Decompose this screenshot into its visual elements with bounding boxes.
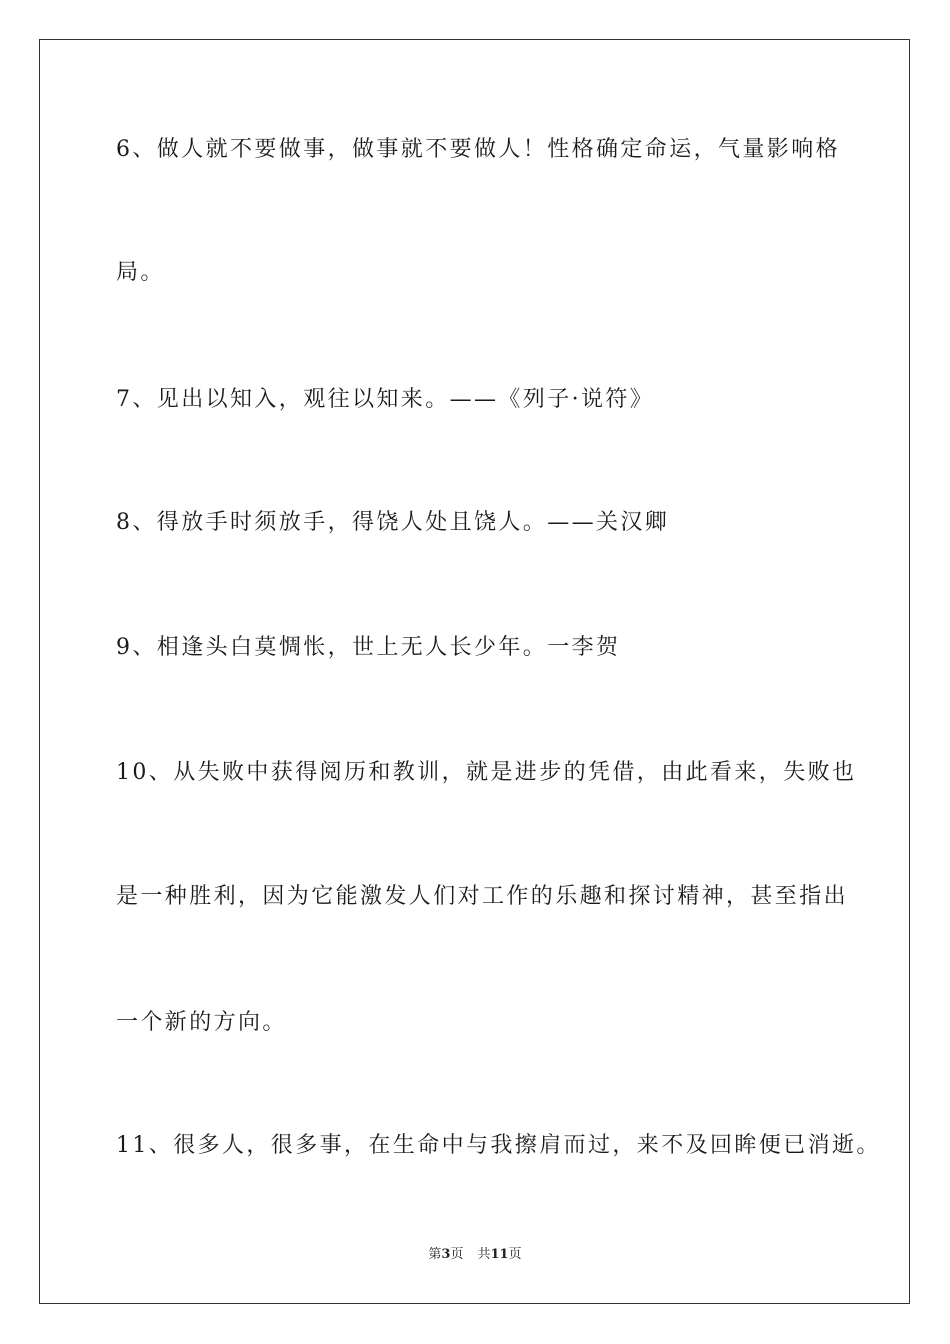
text-line-8: 8、得放手时须放手，得饶人处且饶人。——关汉卿 bbox=[116, 510, 670, 535]
text-line-6: 6、做人就不要做事，做事就不要做人！性格确定命运，气量影响格 bbox=[116, 137, 840, 162]
page-prefix: 第 bbox=[428, 1247, 442, 1262]
text-line-11: 11、很多人，很多事，在生命中与我擦肩而过，来不及回眸便已消逝。 bbox=[116, 1133, 881, 1158]
text-line-10-continued: 是一种胜利，因为它能激发人们对工作的乐趣和探讨精神，甚至指出 bbox=[116, 884, 849, 909]
total-pages: 11 bbox=[490, 1247, 509, 1262]
page-number: 3 bbox=[441, 1247, 451, 1262]
text-line-7: 7、见出以知入，观往以知来。——《列子·说符》 bbox=[116, 387, 655, 412]
page-footer bbox=[0, 1246, 950, 1264]
text-line-9: 9、相逢头白莫惆怅，世上无人长少年。一李贺 bbox=[116, 635, 621, 660]
text-line-10: 10、从失败中获得阅历和教训，就是进步的凭借，由此看来，失败也 bbox=[116, 760, 857, 785]
page-frame bbox=[39, 39, 910, 1304]
text-line-10-end: 一个新的方向。 bbox=[116, 1010, 287, 1035]
page-suffix: 页 bbox=[450, 1247, 464, 1262]
text-line-6-continued: 局。 bbox=[116, 260, 165, 285]
total-prefix: 共 bbox=[477, 1247, 491, 1262]
total-suffix: 页 bbox=[508, 1247, 522, 1262]
